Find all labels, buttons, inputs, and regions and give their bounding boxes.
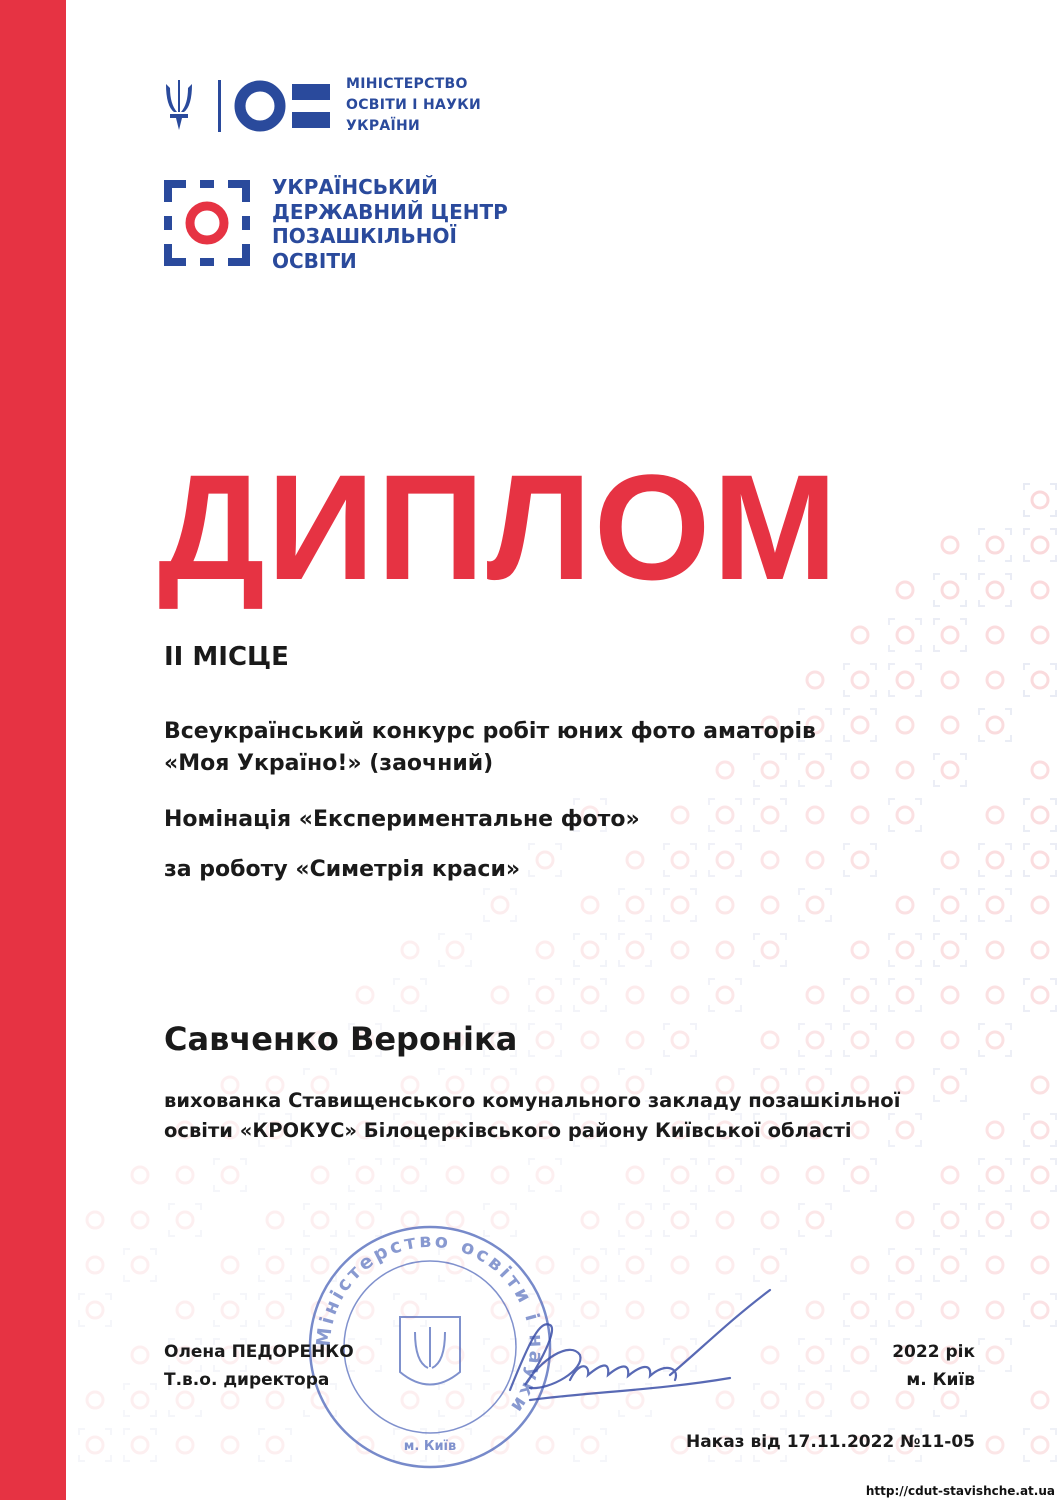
center-name — [272, 175, 508, 273]
affiliation-line: освіти «КРОКУС» Білоцерківського району Київської області — [164, 1119, 852, 1142]
order-number: Наказ від 17.11.2022 №11-05 — [685, 1432, 975, 1452]
diploma-title: ДИПЛОМ — [158, 443, 840, 611]
signatory-position: Т.в.о. директора — [164, 1370, 330, 1390]
issue-block — [892, 1338, 975, 1394]
work-title: за роботу «Симетрія краси» — [164, 857, 521, 882]
center-name-line: УКРАЇНСЬКИЙ — [272, 175, 438, 199]
ministry-name-line: МІНІСТЕРСТВО — [346, 76, 468, 92]
center-name-line: ОСВІТИ — [272, 248, 357, 273]
issue-year: 2022 рік — [892, 1342, 975, 1362]
ministry-o-icon — [240, 86, 280, 126]
affiliation-line: вихованка Ставищенського комунального закладу позашкільної — [164, 1089, 901, 1112]
footer-url: http://cdut-stavishche.at.ua — [865, 1484, 1055, 1498]
ministry-name-line: УКРАЇНИ — [346, 118, 421, 134]
stamp-ring-text: Міністерство освіти і науки — [312, 1229, 548, 1419]
ministry-name — [346, 74, 481, 137]
logo-divider — [218, 80, 221, 132]
signatory-name: Олена ПЕДОРЕНКО — [164, 1342, 354, 1362]
nomination: Номінація «Експериментальне фото» — [164, 807, 640, 832]
ministry-bar-top — [292, 84, 330, 100]
stamp-city: м. Київ — [403, 1439, 457, 1454]
contest-line: «Моя Україно!» (заочний) — [164, 751, 494, 776]
contest-name — [164, 716, 816, 780]
award-place: ІІ МІСЦЕ — [164, 642, 289, 672]
center-name-line: ПОЗАШКІЛЬНОЇ — [272, 224, 457, 248]
ministry-name-line: ОСВІТИ І НАУКИ — [346, 97, 481, 113]
stamp-emblem-icon — [400, 1317, 460, 1385]
issue-city: м. Київ — [906, 1370, 975, 1390]
winner-affiliation — [164, 1086, 964, 1146]
ministry-bar-bottom — [292, 112, 330, 128]
center-logo-icon — [162, 178, 252, 268]
winner-name: Савченко Вероніка — [164, 1020, 518, 1058]
signatory-block — [164, 1338, 354, 1394]
trident-icon — [166, 80, 192, 130]
handwritten-signature — [470, 1280, 790, 1420]
contest-line: Всеукраїнський конкурс робіт юних фото аматорів — [164, 719, 816, 744]
center-name-line: ДЕРЖАВНИЙ ЦЕНТР — [272, 199, 508, 224]
